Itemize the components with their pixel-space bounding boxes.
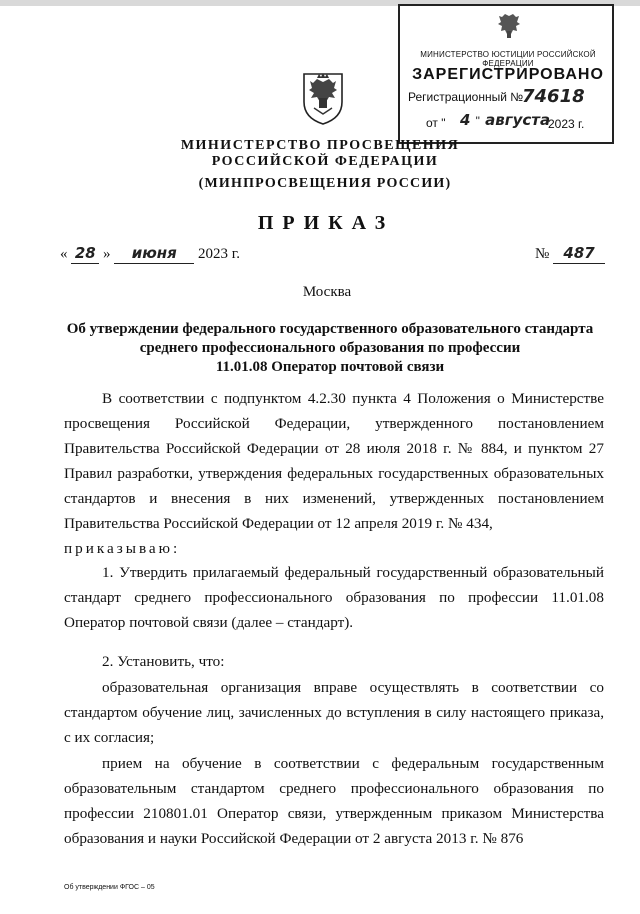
footer-note: Об утверждении ФГОС – 05 <box>64 884 155 891</box>
order-number-row <box>535 244 605 264</box>
registration-stamp <box>398 4 614 144</box>
order-word: приказываю: <box>64 540 181 557</box>
order-title: ПРИКАЗ <box>257 212 395 234</box>
ministry-name <box>0 138 640 170</box>
stamp-reg-number-label: Регистрационный № <box>408 90 524 104</box>
heading-line-3: 11.01.08 Оператор почтовой связи <box>215 359 445 375</box>
stamp-date-month: августа <box>485 111 551 129</box>
stamp-year: 2023 г. <box>548 117 585 131</box>
quote-open: « <box>60 246 68 262</box>
paragraph-item-2-a: образовательная организация вправе осуществлять в соответствии со стандартом обучение лиц, зачисленных до вступления в силу настоящего приказа, с их согласия; <box>64 679 604 746</box>
paragraph-item-2: 2. Установить, что: <box>102 653 225 670</box>
order-day: 28 <box>74 244 96 262</box>
paragraph-item-2-b: прием на обучение в соответствии с федеральным государственным образовательным стандартом среднего профессионального образования по профессии 210801.01 Оператор связи, утвержденным приказом Министерства образования и науки Российской Федерации от 2 августа 2013 г. № 876 <box>64 755 604 847</box>
heading-line-1: Об утверждении федерального государственного образовательного стандарта <box>66 321 594 337</box>
stamp-reg-number: 74618 <box>522 86 585 107</box>
city: Москва <box>302 284 352 300</box>
order-number-label: № <box>535 246 550 262</box>
quote-close: » <box>103 246 111 262</box>
ministry-short-name: (МИНПРОСВЕЩЕНИЯ РОССИИ) <box>198 176 452 191</box>
heading-line-2: среднего профессионального образования по профессии <box>139 340 521 356</box>
stamp-from-label: от " <box>426 116 446 130</box>
ministry-line-1: МИНИСТЕРСТВО ПРОСВЕЩЕНИЯ <box>180 138 460 153</box>
stamp-date-day: 4 <box>460 111 471 129</box>
ministry-line-2: РОССИЙСКОЙ ФЕДЕРАЦИИ <box>211 154 439 169</box>
document-heading <box>50 320 610 377</box>
order-date <box>60 244 240 264</box>
stamp-ministry: МИНИСТЕРСТВО ЮСТИЦИИ РОССИЙСКОЙ ФЕДЕРАЦИИ <box>420 50 596 68</box>
order-number: 487 <box>563 244 595 262</box>
stamp-date: 4 " августа <box>460 111 551 129</box>
stamp-emblem-icon <box>495 12 523 42</box>
coat-of-arms-icon <box>300 68 346 126</box>
order-year: 2023 г. <box>198 246 240 262</box>
order-month: июня <box>131 244 177 262</box>
paragraph-item-1: 1. Утвердить прилагаемый федеральный государственный образовательный стандарт среднего профессионального образования по профессии 11.01.08 Оператор почтовой связи (далее – стандарт). <box>64 564 604 631</box>
stamp-registered: ЗАРЕГИСТРИРОВАНО <box>412 66 604 83</box>
paragraph-preamble <box>64 386 604 561</box>
preamble-text: В соответствии с подпунктом 4.2.30 пункта 4 Положения о Министерстве просвещения Российской Федерации, утвержденного постановлением Правительства Российской Федерации от 28 июля 2018 г. № 884, и пунктом 27 Правил разработки, утверждения федеральных государственных образовательных стандартов и внесения в них изменений, утвержденных постановлением Правительства Российской Федерации от 12 апреля 2019 г. № 434, <box>64 390 604 532</box>
